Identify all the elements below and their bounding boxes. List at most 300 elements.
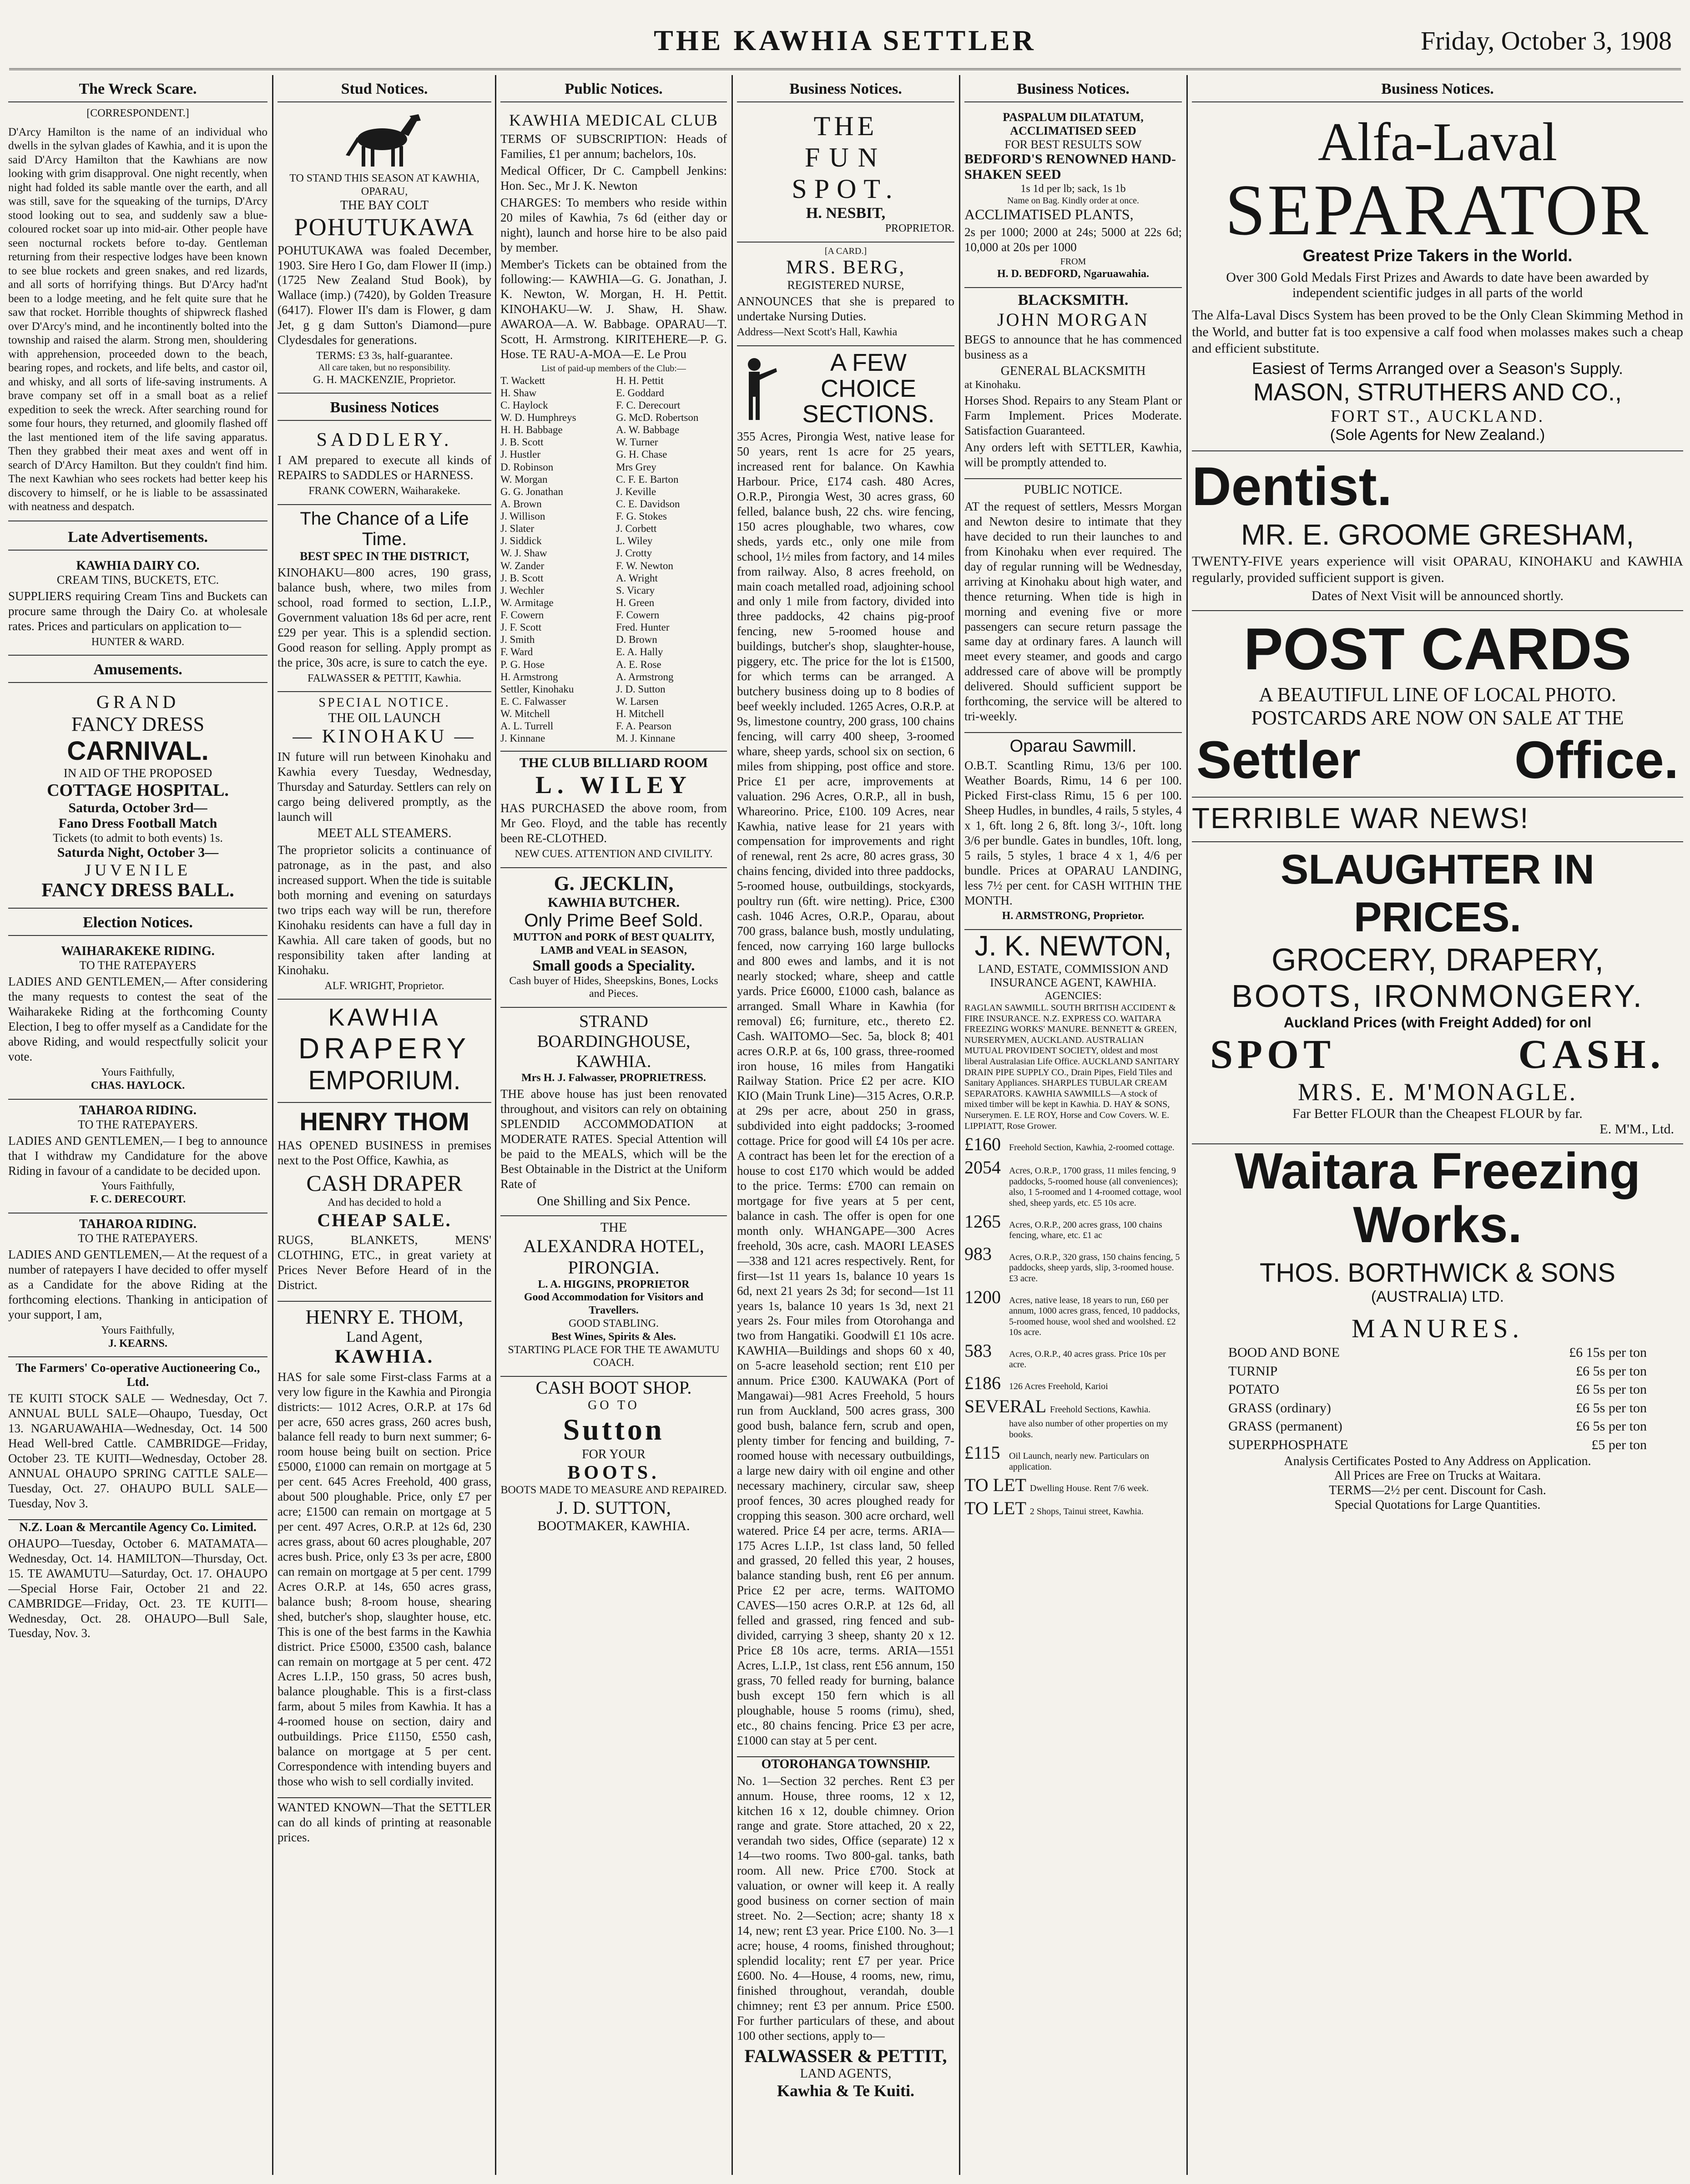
ad-title: BLACKSMITH. [1018,291,1129,308]
section-sale-ad [277,505,491,692]
ad-line: FROM [1060,257,1086,267]
member-name: H. H. Babbage [500,424,563,436]
ad-line: TO STAND THIS SEASON AT KAWHIA, OPARAU, [289,172,479,197]
ad-signature: FALWASSER & PETTIT, [744,2045,947,2066]
member-name: H. Shaw [500,387,537,399]
horse-icon [277,111,491,170]
member-name: W. Larsen [616,695,659,707]
ad-title: PASPALUM DILATATUM, ACCLIMATISED SEED [1003,111,1144,137]
ad-body: HAS PURCHASED the above room, from Mr Geo. Floyd, and the table has recently been RE-CLOTHED. [500,801,727,845]
ad-line: FOR BEST RESULTS SOW [1004,138,1142,151]
manure-name: SUPERPHOSPHATE [1228,1437,1348,1452]
notice-title: TAHAROA RIDING. [79,1217,197,1232]
member-name: J. Crotty [616,547,652,559]
auction-ad [8,1520,267,1641]
member-name: D. Brown [616,634,657,646]
dentist-ad [1192,451,1683,611]
ad-headline [1192,729,1683,790]
notice-to: TO THE RATEPAYERS. [78,1232,198,1245]
member-name: J. B. Scott [500,436,544,448]
ad-line: Saturda Night, October 3— [57,845,219,860]
ad-body: 355 Acres, Pirongia West, native lease for 50 years, rent 1s acre for 25 years, increased rent for balance. On Kawhia Harbour. Price, £174 cash. 480 Acres, O.R.P., Pirongia West, 30 acres grass, 60 felled, balance bush, 22 chs. wire fencing, 150 acres ploughable, two whares, cow sheds, yards etc., only one mile from school, 1½ miles from factory, and 14 miles from railway. Also, 8 acres freehold, on main coach metalled road, adjoining school and only 1 mile from factory, divided into three paddocks, 42 chains pig-proof fencing, new 5-roomed house and buildings, butcher's shop, slaughter-house, piggery, etc. The price for the lot is £1500, for which terms can be arranged. A butchery business doing up to 8 bodies of beef weekly included. 1265 Acres, O.R.P. at 9s, limestone country, 200 grass, 100 chains fencing, will carry 400 sheep, 3-roomed whare, sheep yards, school six on section, 6 miles from shipping, post office and store. Price £1 per acre, improvements at valuation. 296 Acres, O.R.P., all in bush, Whareorino. Price, £100. 109 Acres, near Kawhia, native lease for 21 years with compensation for improvements and right of renewal, rent 2s acre, 80 acres grass, 30 chains fencing, divided into three paddocks, 5-roomed house, outbuildings, stockyards, poultry run (6ft. wire netting). Price, £300 cash. 1046 Acres, O.R.P., Oparau, about 700 grass, balance bush, mostly undulating, fenced, now carrying 160 large bullocks and 800 ewes and lambs, and it is not nearly stocked; whare, sheep and cattle yards. Price £6000, £1000 cash, balance as arranged. Small Whare in Kawhia (for removal) £6; furniture, etc., thereto £2. Cash. WAITOMO—Sec. 5a, block 8; 401 acres O.R.P. at 6s, 100 grass, three-roomed iron house, 16 miles from Hangatiki Railway Station. Price £2 per acre. KIO KIO (Main Trunk Line)—315 Acres, O.R.P. at 29s per acre, about 250 in grass, subdivided into eight paddocks; 3-roomed cottage. Price for good will £4 10s per acre. A contract has been let for the erection of a house to cost £170 which would be added to the price. Terms: £700 can remain on mortgage for five years at 5 per cent, balance in cash. The offer is open for one month only. WHANGAPE—300 Acres freehold, 30s acre, cash. MAORI LEASES—338 and 121 acres respectively. Rent, for first—1st 11 years 1s, balance 10 years 1s 6d, next 21 years 2s 3d; for second—1st 11 years 1s, balance 10 years 1s 3d, next 21 years 2s. Four miles from Otorohanga and two from Hangatiki. Goodwill £1 10s acre. KAWHIA—Buildings and shops 60 x 40, on 5-acre leasehold section; rent £10 per annum. Price £300. KAUWAKA (Port of Mangawai)—981 Acres Freehold, 5 hours run from Auckland, 500 acres grass, 300 good bush, balance fern, scrub and open, plenty timber for fencing and building, 7-roomed house with necessary outbuildings, a large new dairy with oil engine and other necessary machinery, circular saw, sheep proof fences, 30 acres ploughed ready for cropping this season. 300 acre orchard, well watered. Price £4 per acre, terms. ARIA—175 Acres L.I.P., 1st class land, 50 felled and grassed, 20 felled this year, 2 houses, balance standing bush, rent £6 per annum. Price £2 per acre, terms. WAITOMO CAVES—150 acres O.R.P. at 12s 6d, all felled and grassed, ring fenced and sub-divided, carrying 3 sheep, shanty 20 x 12. Price £8 10s acre, terms. ARIA—1551 Acres, L.I.P., 1st class, rent £56 annum, 150 grass, 70 felled ready for burning, balance bush except 150 fern which is all ploughable, house 5 rooms (rimu), shed, etc., 80 chains fencing. Price £3 per acre, £1000 can stay at 5 per cent. [737,430,954,1747]
ad-body: KINOHAKU—800 acres, 190 grass, balance bush, where, two miles from school, road formed to section, L.I.P., Government valuation 18s 6d per acre, rent £29 per year. This is a splendid section. Good reason for selling. Apply prompt as the price, 30s acre, is sure to catch the eye. [277,566,491,669]
ad-body: Any orders left with SETTLER, Kawhia, will be promptly attended to. [964,440,1182,470]
ad-body: Horses Shod. Repairs to any Steam Plant or Farm Implement. Prices Moderate. Satisfaction Guaranteed. [964,394,1182,438]
ad-body: SUPPLIERS requiring Cream Tins and Buckets can procure same through the Dairy Co. at wholesale rates. Prices and particulars on application to— [8,589,267,633]
ad-line: JUVENILE [85,861,191,880]
ad-line: BEST SPEC IN THE DISTRICT, [299,550,469,563]
property-item [964,1211,1182,1241]
ad-line: Analysis Certificates Posted to Any Address on Application. [1284,1454,1591,1469]
ad-headline: HENRY THOM [299,1107,469,1136]
ad-signature: BOOTMAKER, KAWHIA. [537,1518,690,1533]
notice-to: TO THE RATEPAYERS. [78,1117,198,1131]
member-name: H. H. Pettit [616,374,664,386]
notice-body: Medical Officer, Dr C. Campbell Jenkins: Hon. Sec., Mr J. K. Newton [500,163,727,192]
ad-line: ACCLIMATISED PLANTS, [964,206,1134,223]
ad-body: THE above house has just been renovated throughout, and visitors can rely on obtaining SPLENDID ACCOMMODATION at MODERATE RATES. Special Attention will be paid to the MEALS, which will be the Best Obtainable in the District at the Uniform Rate of [500,1087,727,1191]
wreck-article-body: D'Arcy Hamilton is the name of an individual who dwells in the sylvan glades of Kawhia, and it is upon the said D'Arcy Hamilton that the Kawhians are now looking with grim disapproval. One night recently, when night had folded its sable mantle over the earth, and all was still, save for the squeaking of the turnips, D'Arcy stood looking out to sea, and suddenly saw a blue-coloured rocket soar up into mid-air. Other people have seen nocturnal rockets before to-day. Gentleman returning from their respective lodges have been known to see blue rockets and green snakes, and red lizards, and all sorts of horrifying things. But D'Arcy had'nt been to a lodge meeting, and he felt quite sure that he saw that rocket. Horrible thoughts of shipwreck flashed over D'Arcy's mind, and he incontinently bolted into the township and raised the alarm. Strong men, shouldering with apprehension, proceeded down to the beach, bearing ropes, and rockets, and life belts, and castor oil, and whisky, and all sorts of life-saving instruments. A brave company set off in a small boat as a relief expedition to seek the wreck. After searching round for some four hours, they returned, and gloomily flashed off the last mentioned item of the life saving apparatus. Then they grabbed their meat axes and went off in search of D'Arcy Hamilton. But they couldn't find him. The next Kawhian who sees rockets had better keep his discovery to himself, or he is liable to be assassinated with neatness and despatch. [8,122,267,521]
ad-body: TE KUITI STOCK SALE — Wednesday, Oct 7. ANNUAL BULL SALE—Ohaupo, Tuesday, Oct 13. NGARUAWAHIA—Wednesday, Oct. 14 500 Head Well-bred Cattle. CAMBRIDGE—Friday, October 23. TE KUITI—Wednesday, October 28. ANNUAL OHAUPO SPRING CATTLE SALE—Tuesday, Oct. 27. OHAUPO BULL SALE—Tuesday, Nov 3. [8,1391,267,1510]
election-notice [8,940,267,1099]
notice-sign: Yours Faithfully, [101,1067,175,1079]
member-name: Fred. Hunter [616,622,670,633]
members-column [500,374,611,745]
pointing-man-icon [737,354,778,423]
ad-line: Fano Dress Football Match [58,816,217,831]
monagle-ad [1192,842,1683,1144]
ad-line: Saturda, October 3rd— [68,800,207,816]
ad-body: POHUTUKAWA was foaled December, 1903. Sire Hero I Go, dam Flower II (imp.) (1725 New Zealand Stud Book), by Wallace (imp.) (7420), by Golden Treasure (6417). Flower II's dam is Flower, g dam Jet, g g dam Sutton's Diamond—pure Clydesdales for generations. [277,243,491,347]
property-price: 1200 [964,1286,1001,1307]
member-name: W. Turner [616,436,658,448]
fun-spot-ad [737,107,954,243]
section-heading: Election Notices. [8,909,267,936]
ad-line: All Prices are Free on Trucks at Waitara. [1334,1469,1541,1483]
paspalum-ad [964,107,1182,288]
members-list [500,374,727,745]
ad-signature: E. M'M., Ltd. [1599,1121,1674,1137]
member-name: F. A. Pearson [616,720,672,732]
notice-sign: CHAS. HAYLOCK. [91,1079,185,1092]
ad-line: Far Better FLOUR than the Cheapest FLOUR by far. [1292,1106,1583,1121]
boot-shop-ad [500,1377,727,1534]
member-name: A. Armstrong [616,671,674,682]
ad-headline: CASH BOOT SHOP. [535,1377,692,1398]
nurse-ad [737,243,954,346]
ad-line: SPECIAL NOTICE. [318,696,450,710]
ad-headline: L. WILEY [535,771,692,799]
blacksmith-ad [964,288,1182,479]
property-desc: Acres, O.R.P., 40 acres grass. Price 10s per acre. [1009,1349,1166,1370]
property-desc: have also number of other properties on my books. [1009,1419,1168,1440]
manure-price: £5 per ton [1591,1437,1647,1452]
waitara-ad [1192,1144,1683,1512]
ad-headline: THE [813,111,878,141]
column-rule [495,75,496,2175]
ad-line: FORT ST., AUCKLAND. [1330,406,1545,426]
manure-name: POTATO [1228,1382,1280,1397]
ad-signature: Kawhia & Te Kuiti. [777,2081,915,2100]
member-name: H. Green [616,597,655,608]
manure-price: £6 15s per ton [1569,1345,1647,1360]
property-item [964,1157,1182,1208]
ad-line: Easiest of Terms Arranged over a Season's Supply. [1252,359,1623,378]
auction-ad [8,1357,267,1520]
property-price: TO LET [964,1498,1026,1519]
ad-line: Small goods a Speciality. [532,957,695,974]
notice-body: CHARGES: To members who reside within 20 miles of Kawhia, 7s 6d (either day or night), launch and horse hire to be also paid by member. [500,195,727,254]
ad-line: A BEAUTIFUL LINE OF LOCAL PHOTO. [1259,683,1616,706]
ad-headline: Sutton [563,1413,665,1447]
manure-name: GRASS (permanent) [1228,1419,1342,1434]
property-desc: Acres, native lease, 18 years to run, £60 per annum, 1000 acres grass, fenced, 10 paddocks, 5-roomed house, wool shed and woolshed. £2 10s acre. [1009,1295,1180,1338]
member-name: Mrs Grey [616,461,656,473]
property-desc: Freehold Sections, Kawhia. [1050,1405,1151,1415]
ad-line: AGENCIES: [1044,990,1102,1002]
ad-line: MEET ALL STEAMERS. [317,826,452,841]
ad-body: TWENTY-FIVE years experience will visit OPARAU, KINOHAKU and KAWHIA regularly, provided sufficient support is given. [1192,553,1683,586]
ad-headline: — KINOHAKU — [293,726,476,748]
manure-price: £6 5s per ton [1576,1400,1647,1416]
ad-line: KAWHIA BUTCHER. [547,895,680,910]
property-item [964,1474,1182,1496]
section-heading: Business Notices. [964,75,1182,102]
ad-body: RUGS, BLANKETS, MENS' CLOTHING, ETC., in great variety at Prices Never Before Heard of in the District. [277,1233,491,1292]
manure-name: TURNIP [1228,1363,1278,1379]
member-name: W. J. Shaw [500,547,547,559]
ad-signature: HUNTER & WARD. [91,636,185,648]
member-name: F. C. Derecourt [616,399,681,411]
ad-signature: FALWASSER & PETTIT, Kawhia. [308,672,461,684]
billiard-ad [500,752,727,868]
property-desc: 126 Acres Freehold, Karioi [1009,1381,1108,1392]
masthead [0,0,1690,75]
ad-body: OHAUPO—Tuesday, October 6. MATAMATA—Wednesday, Oct. 14. HAMILTON—Thursday, Oct. 15. TE AWAMUTU—Saturday, Oct. 17. OHAUPO—Special Horse Fair, October 21 and 22. CAMBRIDGE—Friday, Oct. 23. TE KUITI—Wednesday, Oct. 28. OHAUPO—Bull Sale, Tuesday, Nov. 3. [8,1536,267,1640]
manure-name: BOOD AND BONE [1228,1345,1340,1360]
ad-headline: KAWHIA [328,1004,441,1031]
ad-signature: PROPRIETOR. [885,222,954,234]
ad-line: THE [600,1219,627,1235]
ad-headline: JOHN MORGAN [997,309,1150,330]
ad-signature: MRS. E. M'MONAGLE. [1297,1078,1578,1106]
notice-body: Member's Tickets can be obtained from the following:— KAWHIA—G. G. Jonathan, J. K. Newton, W. Morgan, H. H. Pettit. KINOHAKU—W. J. Shaw, H. Shaw. AWAROA—A. W. Babbage. OPARAU—T. Scott, H. Armstrong. KIRITEHERE—P. G. Hose. TE RAU-A-MOA—E. Le Prou [500,257,727,361]
issue-date: Friday, October 3, 1908 [1421,26,1672,56]
notice-body: AT the request of settlers, Messrs Morgan and Newton desire to intimate that they have decided to run their launches to and from Kinohaku when ever required. The day of regular running will be Wednesday, arriving at Kinohaku about high water, and thence returning. When tide is high in morning and evening five or more passengers can secure return passage the same day at ordinary fares. A launch will meet every steamer, and goods and cargo addressed care of above will be promptly delivered. Should sufficient support be forthcoming, the service will be altered to tri-weekly. [964,500,1182,723]
ad-signature: J. D. SUTTON, [556,1497,671,1518]
section-heading: Business Notices. [1192,75,1683,102]
ad-headline: MANURES. [1351,1314,1524,1344]
notice-sign: F. C. DERECOURT. [90,1193,186,1206]
ad-body: IN future will run between Kinohaku and Kawhia every Tuesday, Wednesday, Thursday and Saturday. Settlers can rely on cargo being delivered promptly, as the launch will [277,750,491,824]
ad-line: GOOD STABLING. [568,1317,659,1330]
member-name: J. Corbett [616,523,657,535]
launch-ad [277,692,491,1000]
hotel-ad [500,1216,727,1377]
member-name: J. D. Sutton [616,683,666,695]
property-price: 2054 [964,1157,1001,1178]
notice-body: LADIES AND GENTLEMEN,— At the request of a number of ratepayers I have decided to offer myself as a Candidate for the above Riding at the forthcoming elections. Thanking in anticipation of your support, I am, [8,1248,267,1321]
property-price: 1265 [964,1211,1001,1232]
property-list [964,1133,1182,1519]
ad-line: LAND, ESTATE, COMMISSION AND INSURANCE AGENT, KAWHIA. [978,962,1168,990]
property-price: £186 [964,1373,1001,1394]
member-name: F. W. Newton [616,560,673,571]
ad-line: STARTING PLACE FOR THE TE AWAMUTU COACH. [508,1344,720,1369]
member-name: M. J. Kinnane [616,733,676,744]
ad-line: IN AID OF THE PROPOSED [63,766,212,780]
member-name: Settler, Kinohaku [500,683,574,695]
manure-price: £6 5s per ton [1576,1419,1647,1434]
ad-line: Name on Bag. Kindly order at once. [1007,195,1139,206]
ad-body: No. 1—Section 32 perches. Rent £3 per annum. House, three rooms, 12 x 12, kitchen 16 x 12, double chimney. Orion range and grate. Store attached, 20 x 22, verandah two sides, Office (separate) 12 x 14—two rooms. Two 800-gal. tanks, bath room. All new. Price £700. Stock at valuation, or owner will keep it. A really good business on corner section of main street. No. 2—Section; acre; shanty 18 x 14, new; rent £3 year. Price £100. No. 3—1 acre; house, 4 rooms, finished throughout; splendid locality; rent £7 per year. Price £600. No. 4—House, 4 rooms, new, rimu, finished throughout, verandah, double chimney; rent £3 per annum. Price £500. For further particulars of these, and about 100 other sections, apply to— [737,1774,954,2042]
section-heading: Stud Notices. [277,75,491,102]
ad-line: THE OIL LAUNCH [328,710,441,726]
ad-line: Only Prime Beef Sold. [524,910,703,931]
member-name: J. Wechler [500,584,545,596]
notice-sign: Yours Faithfully, [101,1180,175,1193]
ad-headline: POST CARDS [1243,615,1632,682]
ad-headline: G. JECKLIN, [554,872,674,895]
section-heading: The Wreck Scare. [8,75,267,102]
ad-body: Over 300 Gold Medals First Prizes and Awards to date have been awarded by independent scientific judges in all parts of the world [1226,270,1649,300]
ad-line: Special Quotations for Large Quantities. [1334,1498,1541,1512]
ad-body: The proprietor solicits a continuance of patronage, as in the past, and also increased support. When the tide is suitable both morning and evening on saturdays two trips each way will be run, therefore Kinohaku residents can have a full day in Kawhia. All care taken of goods, but no responsibility taken after landing at Kinohaku. [277,843,491,977]
ad-headline: J. K. NEWTON, [974,930,1172,962]
ad-body: RAGLAN SAWMILL. SOUTH BRITISH ACCIDENT & FIRE INSURANCE. N.Z. EXPRESS CO. WAITARA FREEZING WORKS' MANURE. BENNETT & GREEN, NURSERYMEN, AUCKLAND. AUSTRALIAN MUTUAL PROVIDENT SOCIETY, oldest and most liberal Australasian Life Office. AUCKLAND SANITARY DRAIN PIPE SUPPLY CO., Drain Pipes, Field Tiles and Sanitary Appliances. SHARPLES TUBULAR CREAM SEPARATORS. KAWHIA SAWMILLS—A stock of mixed timber will be kept in Kawhia. D. HAY & SONS, Nurserymen. E. LE ROY, Horse and Cow Covers. W. E. LIPPIATT, Rose Grower. [964,1003,1180,1131]
ad-headline: The Chance of a Life Time. [300,509,469,550]
boardinghouse-ad [500,1008,727,1216]
property-price: 583 [964,1340,992,1361]
member-name: W. Armitage [500,597,554,608]
newspaper-title: THE KAWHIA SETTLER [654,24,1036,56]
newton-ad [964,930,1182,1519]
ad-body: O.B.T. Scantling Rimu, 13/6 per 100. Weather Boards, Rimu, 14 6 per 100. Picked First-class Rimu, 15 6 per 100. Sheep Hudles, in bundles, 4 rails, 5 styles, 4 x 1, 6ft. long 2 6, 8ft. long 3/-, 10ft. long 3/6 per bundle. Gates in bundles, 10ft. long, 5 rails, 5 styles, 1 brace 4 x 1, 4/6 per bundle. Prices at OPARAU LANDING, less 7½ per cent. for CASH WITHIN THE MONTH. [964,758,1182,907]
member-name: W. Morgan [500,473,548,485]
public-notice [964,479,1182,733]
ad-line: Mrs H. J. Falwasser, PROPRIETRESS. [521,1072,706,1084]
notice-title: TAHAROA RIDING. [79,1103,197,1117]
ad-line: Land Agent, [346,1328,423,1345]
ad-line: All care taken, but no responsibility. [318,362,451,373]
ad-line: COTTAGE HOSPITAL. [47,781,229,800]
ad-line: [A CARD.] [824,246,867,256]
ad-signature: LAND AGENTS, [800,2066,892,2081]
ad-headline: Alfa-Laval [1317,111,1558,172]
ad-line: REGISTERED NURSE, [787,278,904,292]
column-rule [272,75,273,2175]
ad-line: KAWHIA. [334,1346,434,1367]
ad-word: CASH. [1518,1031,1665,1077]
ad-word: Settler [1196,730,1361,789]
section-heading: Public Notices. [500,75,727,102]
property-price: SEVERAL [964,1396,1046,1417]
ad-line: FANCY DRESS BALL. [41,880,234,901]
ad-title: Oparau Sawmill. [1009,737,1137,756]
ad-word: Office. [1514,730,1679,789]
ad-line: GRAND [96,692,180,713]
ad-headline: Dentist. [1192,455,1392,517]
property-desc: Acres, O.R.P., 200 acres grass, 100 chains fencing, whare, etc. £1 ac [1009,1219,1162,1241]
member-name: G. G. Jonathan [500,485,563,497]
ad-headline: CASH DRAPER [306,1170,463,1196]
ad-line: BOOTS, IRONMONGERY. [1231,978,1644,1014]
member-name: J. Keville [616,485,656,497]
notice-sign: Yours Faithfully, [101,1324,175,1336]
ad-body: BEGS to announce that he has commenced business as a [964,332,1182,361]
ad-signature: THOS. BORTHWICK & SONS [1259,1258,1615,1288]
ad-line: (Sole Agents for New Zealand.) [1330,426,1545,444]
member-name: A. E. Rose [616,658,661,670]
ad-subtitle: CREAM TINS, BUCKETS, ETC. [56,573,219,586]
member-name: J. Kinnane [500,733,545,744]
notice-body: LADIES AND GENTLEMEN,— I beg to announce that I withdraw my Candidature for the above Riding in favour of a candidate to be decided upon. [8,1133,267,1178]
member-name: F. Cowern [500,609,544,621]
member-name: F. G. Stokes [616,511,667,522]
ad-headline: FUN [804,142,887,172]
ad-line: L. A. HIGGINS, PROPRIETOR [538,1278,690,1290]
ad-headline: Waitara Freezing [1234,1142,1641,1199]
medical-club-notice [500,107,727,752]
manure-price: £6 5s per ton [1576,1363,1647,1379]
ad-line: Greatest Prize Takers in the World. [1302,246,1573,265]
ad-line: 1s 1d per lb; sack, 1s 1b [1020,183,1126,195]
election-notice [8,1213,267,1357]
member-name: J. Hustler [500,449,541,460]
member-name: G. H. Chase [616,449,667,460]
ad-headline: SEPARATOR [1225,169,1650,250]
property-item [964,1372,1182,1394]
column-1 [8,75,267,2175]
ad-line: Address—Next Scott's Hall, Kawhia [737,326,898,339]
ad-signature: H. D. BEDFORD, Ngaruawahia. [997,268,1150,280]
ad-headline: Works. [1353,1196,1522,1253]
member-name: L. Wiley [616,535,653,547]
property-item [964,1419,1182,1440]
ad-line: THE BAY COLT [340,198,429,212]
property-desc: Acres, O.R.P., 320 grass, 150 chains fencing, 5 paddocks, sheep yards, slip, 3-roomed house. £3 acre. [1009,1252,1180,1284]
ad-title: OTOROHANGA TOWNSHIP. [761,1757,930,1771]
ad-headline: SADDLERY. [316,430,453,451]
ad-line: GO TO [588,1398,640,1413]
ad-line: Cash buyer of Hides, Sheepskins, Bones, Locks and Pieces. [509,975,718,1000]
ad-line: at Kinohaku. [964,379,1021,391]
member-name: W. Mitchell [500,708,550,720]
column-6 [1192,75,1683,2175]
ad-headline: HENRY E. THOM, [305,1305,464,1328]
election-notice [8,1100,267,1213]
ad-headline: MRS. BERG, [786,257,906,278]
ad-headline: POHUTUKAWA [294,213,475,241]
notice-sign: J. KEARNS. [108,1337,168,1350]
column-rule [731,75,733,2175]
member-name: S. Vicary [616,584,655,596]
thom-ad [277,1103,491,1301]
ad-title: THE CLUB BILLIARD ROOM [519,755,708,771]
member-name: D. Robinson [500,461,554,473]
member-name: W. Zander [500,560,545,571]
manures-price-list [1192,1344,1683,1454]
ad-line: BEDFORD'S RENOWNED HAND-SHAKEN SEED [964,152,1176,182]
butcher-ad [500,868,727,1008]
member-name: J. B. Scott [500,572,544,584]
ad-headline: ALEXANDRA HOTEL, PIRONGIA. [523,1235,704,1278]
manure-name: GRASS (ordinary) [1228,1400,1331,1416]
member-name: E. C. Falwasser [500,695,566,707]
notice-title: WAIHARAKEKE RIDING. [61,944,215,959]
property-price: £115 [964,1442,1000,1463]
ad-headline: CARNIVAL. [67,736,209,766]
property-item [964,1442,1182,1472]
property-item [964,1133,1182,1155]
manure-price: £6 5s per ton [1576,1382,1647,1397]
ad-line: (AUSTRALIA) LTD. [1371,1288,1504,1306]
ad-signature: G. H. MACKENZIE, Proprietor. [313,374,456,386]
property-desc: Oil Launch, nearly new. Particulars on application. [1009,1451,1150,1472]
drapery-ad [277,1000,491,1103]
member-name: E. Goddard [616,387,665,399]
ad-signature: MASON, STRUTHERS AND CO., [1253,378,1622,406]
ad-title: N.Z. Loan & Mercantile Agency Co. Limited. [19,1520,257,1534]
member-name: A. L. Turrell [500,720,554,732]
section-heading: Amusements. [8,656,267,683]
ad-title: KAWHIA DAIRY CO. [76,558,200,573]
byline: [CORRESPONDENT.] [86,107,189,119]
column-2 [277,75,491,2175]
land-agent-ad [277,1302,491,1798]
property-item [964,1497,1182,1519]
ad-signature: FRANK COWERN, Waiharakeke. [308,485,460,497]
dairy-ad [8,555,267,656]
column-rule [959,75,960,2175]
column-3 [500,75,727,2175]
ad-line: One Shilling and Six Pence. [537,1193,691,1208]
ad-headline: CHEAP SALE. [317,1209,452,1230]
ad-body: ANNOUNCES that she is prepared to undertake Nursing Duties. [737,294,954,324]
notice-to: TO THE RATEPAYERS [79,959,197,972]
section-heading: Business Notices. [737,75,954,102]
ad-line: NEW CUES. ATTENTION AND CIVILITY. [515,848,713,860]
member-name: J. Smith [500,634,535,646]
ad-line: TERMS—2½ per cent. Discount for Cash. [1329,1483,1546,1498]
ad-line: Best Wines, Spirits & Ales. [551,1330,676,1343]
notice-title: PUBLIC NOTICE. [1024,483,1123,497]
member-name: F. Cowern [616,609,660,621]
property-desc: Dwelling House. Rent 7/6 week. [1029,1483,1149,1494]
ad-headline: DRAPERY [298,1032,471,1065]
section-heading: Late Advertisements. [8,523,267,551]
member-name: H. Mitchell [616,708,665,720]
member-name: A. Wright [616,572,658,584]
ad-word: SPOT [1210,1031,1336,1077]
member-name: C. F. E. Barton [616,473,679,485]
ad-signature: H. ARMSTRONG, Proprietor. [1002,910,1145,922]
property-item [964,1243,1182,1284]
member-name: J. Siddick [500,535,542,547]
ad-headline: EMPORIUM. [308,1066,461,1096]
ad-line: GENERAL BLACKSMITH [1000,364,1146,378]
ad-title: The Farmers' Co-operative Auctioneering Co., Ltd. [15,1361,260,1389]
ad-line: FANCY DRESS [71,713,205,736]
sawmill-ad [964,733,1182,930]
ad-headline: TERRIBLE WAR NEWS! [1192,801,1529,834]
ad-headline: A FEW CHOICE SECTIONS. [802,349,935,428]
member-name: J. F. Scott [500,622,542,633]
ad-line: BOOTS MADE TO MEASURE AND REPAIRED. [500,1484,727,1496]
masthead-rule [9,68,1681,70]
member-name: A. Brown [500,498,542,510]
carnival-ad [8,688,267,909]
